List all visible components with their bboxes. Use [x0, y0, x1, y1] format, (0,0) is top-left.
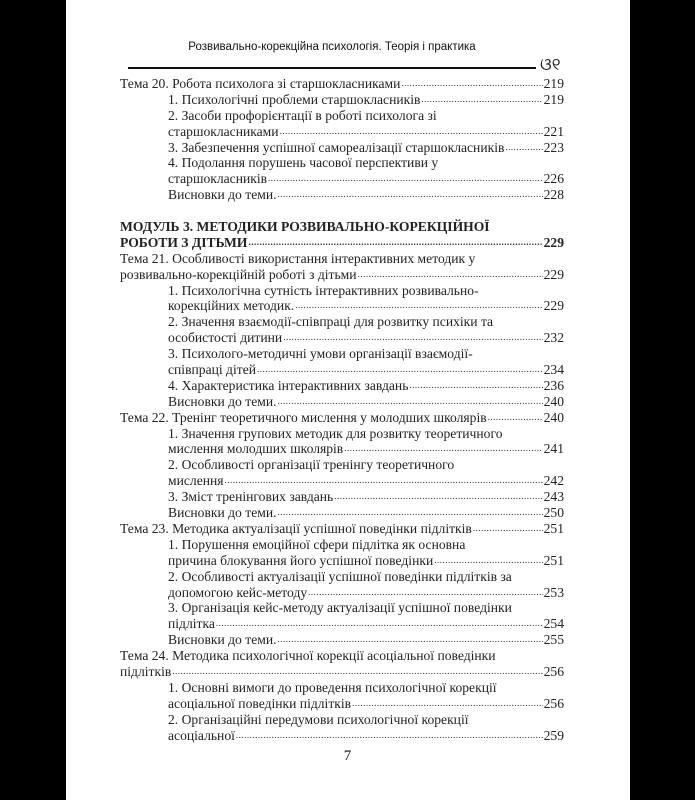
- leader-dots: [401, 76, 542, 92]
- toc-entry-text: 3. Забезпечення успішної самореалізації старшокласників: [168, 139, 505, 155]
- leader-dots: [358, 267, 543, 283]
- toc-entry[interactable]: [120, 92, 564, 108]
- leader-dots: [248, 235, 542, 251]
- toc-page-number: 226: [543, 171, 564, 187]
- toc-entry[interactable]: [120, 187, 564, 203]
- toc-entry-text: Тема 21. Особливості використання інтерактивних методик у: [120, 250, 476, 266]
- toc-page-number: 256: [543, 695, 564, 711]
- toc-entry-text: Тема 23. Методика актуалізації успішної поведінки підлітків: [120, 520, 472, 536]
- toc-page-number: 251: [543, 552, 564, 568]
- leader-dots: [278, 505, 543, 521]
- toc-entry-text: Висновки до теми.: [168, 632, 277, 648]
- leader-dots: [225, 473, 543, 489]
- toc-entry[interactable]: [120, 632, 564, 648]
- leader-dots: [216, 616, 543, 632]
- leader-dots: [434, 553, 542, 569]
- leader-dots: [295, 298, 542, 314]
- leader-dots: [488, 410, 543, 426]
- toc-page-number: 253: [543, 584, 564, 600]
- toc-entry[interactable]: [120, 712, 564, 744]
- leader-dots: [409, 378, 542, 394]
- toc-entry-text: 3. Організація кейс-методу актуалізації успішної поведінки: [168, 600, 512, 616]
- toc-page-number: 234: [543, 362, 564, 378]
- leader-dots: [172, 664, 542, 680]
- toc-entry-text: 4. Характеристика інтерактивних завдань: [168, 377, 409, 393]
- toc-page-number: 240: [543, 409, 564, 425]
- running-header: Розвивально-корекційна психологія. Теорія і практика: [188, 41, 476, 53]
- leader-dots: [278, 632, 543, 648]
- toc-entry[interactable]: [120, 314, 564, 346]
- toc-entry-text: 2. Особливості організації тренінгу теоретичного: [168, 457, 455, 473]
- toc-entry[interactable]: [120, 537, 564, 569]
- toc-page-number: 254: [543, 616, 564, 632]
- leader-dots: [352, 696, 543, 712]
- toc-entry[interactable]: [120, 378, 564, 394]
- toc-entry-text: 2. Особливості актуалізації успішної поведінки підлітків за: [168, 568, 512, 584]
- leader-dots: [421, 92, 542, 108]
- leader-dots: [473, 521, 543, 537]
- toc-entry-text: особистості дитини: [168, 330, 283, 346]
- toc-entry[interactable]: [120, 426, 564, 458]
- toc-entry-text: 1. Психологічні проблеми старшокласників: [168, 91, 421, 107]
- toc-entry[interactable]: [120, 457, 564, 489]
- leader-dots: [257, 362, 543, 378]
- toc-page-number: 259: [543, 727, 564, 743]
- toc-entry-text: підлітка: [168, 616, 215, 632]
- toc-page-number: 242: [543, 473, 564, 489]
- toc-entry[interactable]: [120, 680, 564, 712]
- toc-entry-text: Висновки до теми.: [168, 505, 277, 521]
- toc-page-number: 243: [543, 489, 564, 505]
- toc-entry-text: Висновки до теми.: [168, 187, 277, 203]
- toc-page-number: 251: [543, 520, 564, 536]
- leader-dots: [334, 489, 542, 505]
- leader-dots: [280, 124, 543, 140]
- toc-entry[interactable]: [120, 140, 564, 156]
- toc-entry-text: старшокласників: [168, 171, 268, 187]
- toc-entry[interactable]: [120, 394, 564, 410]
- toc-entry-text: РОБОТИ З ДІТЬМИ: [120, 234, 248, 250]
- toc-entry[interactable]: [120, 648, 564, 680]
- toc-page-number: 240: [543, 393, 564, 409]
- toc-page-number: 219: [543, 91, 564, 107]
- toc-page-number: 232: [543, 330, 564, 346]
- toc-entry-text: допомогою кейс-методу: [168, 584, 308, 600]
- toc-entry[interactable]: [120, 600, 564, 632]
- toc-entry[interactable]: [120, 219, 564, 251]
- toc-entry-text: старшокласниками: [168, 123, 279, 139]
- toc-entry[interactable]: [120, 283, 564, 315]
- toc-entry[interactable]: [120, 505, 564, 521]
- leader-dots: [505, 140, 542, 156]
- toc-entry-text: Тема 24. Методика психологічної корекції асоціальної поведінки: [120, 648, 496, 664]
- toc-page-number: 229: [543, 298, 564, 314]
- page-number: 7: [343, 748, 352, 764]
- toc-entry-text: співпраці дітей: [168, 362, 257, 378]
- leader-dots: [278, 394, 543, 410]
- table-of-contents: [120, 76, 564, 743]
- toc-entry[interactable]: [120, 489, 564, 505]
- toc-entry-text: 1. Основні вимоги до проведення психологічної корекції: [168, 679, 497, 695]
- toc-entry-text: причина блокування його успішної поведінки: [168, 552, 434, 568]
- toc-entry-text: асоціальної: [168, 727, 235, 743]
- leader-dots: [236, 728, 543, 744]
- toc-entry[interactable]: [120, 108, 564, 140]
- toc-entry-text: Висновки до теми.: [168, 393, 277, 409]
- toc-entry-text: розвивально-корекційній роботі з дітьми: [120, 266, 357, 282]
- leader-dots: [344, 441, 542, 457]
- leader-dots: [278, 187, 543, 203]
- toc-entry-text: Тема 20. Робота психолога зі старшокласниками: [120, 76, 401, 91]
- toc-entry-text: 1. Значення групових методик для розвитку теоретичного: [168, 425, 503, 441]
- toc-entry-text: асоціальної поведінки підлітків: [168, 695, 352, 711]
- toc-entry-text: Тема 22. Тренінг теоретичного мислення у молодших школярів: [120, 409, 487, 425]
- toc-entry[interactable]: [120, 346, 564, 378]
- leader-dots: [268, 171, 543, 187]
- toc-entry-text: 2. Засоби профорієнтації в роботі психолога зі: [168, 107, 437, 123]
- leader-dots: [308, 585, 542, 601]
- toc-entry-text: 4. Подолання порушень часової перспективи у: [168, 155, 439, 171]
- toc-entry-text: 3. Психолого-методичні умови організації взаємодії-: [168, 346, 473, 362]
- toc-entry[interactable]: [120, 410, 564, 426]
- toc-entry-text: 1. Психологічна сутність інтерактивних розвивально-: [168, 282, 479, 298]
- toc-page-number: 250: [543, 505, 564, 521]
- ornament-icon: ଓ୧: [540, 55, 561, 75]
- toc-entry-text: корекційних методик.: [168, 298, 295, 314]
- toc-entry-text: 3. Зміст тренінгових завдань: [168, 489, 334, 505]
- toc-entry-text: МОДУЛЬ 3. МЕТОДИКИ РОЗВИВАЛЬНО-КОРЕКЦІЙНОЇ: [120, 219, 490, 235]
- toc-page-number: 219: [543, 76, 564, 91]
- toc-entry-text: мислення: [168, 473, 224, 489]
- toc-entry[interactable]: [120, 521, 564, 537]
- toc-page-number: 256: [543, 663, 564, 679]
- toc-entry[interactable]: [120, 76, 564, 92]
- toc-page-number: 255: [543, 632, 564, 648]
- toc-page-number: 221: [543, 123, 564, 139]
- toc-entry[interactable]: [120, 155, 564, 187]
- toc-page-number: 241: [543, 441, 564, 457]
- toc-entry-text: 2. Організаційні передумови психологічної корекції: [168, 711, 469, 727]
- toc-page-number: 223: [543, 139, 564, 155]
- toc-entry-text: підлітків: [120, 663, 172, 679]
- toc-entry-text: 1. Порушення емоційної сфери підлітка як основна: [168, 536, 466, 552]
- leader-dots: [283, 330, 542, 346]
- spacer: [120, 203, 564, 219]
- toc-entry-text: 2. Значення взаємодії-співпраці для розвитку психіки та: [168, 314, 494, 330]
- toc-page-number: 228: [543, 187, 564, 203]
- toc-page-number: 229: [543, 266, 564, 282]
- toc-entry-text: мислення молодших школярів: [168, 441, 344, 457]
- header-rule: [128, 67, 536, 69]
- toc-page-number: 229: [543, 234, 564, 250]
- toc-entry[interactable]: [120, 569, 564, 601]
- toc-entry[interactable]: [120, 251, 564, 283]
- toc-page-number: 236: [543, 377, 564, 393]
